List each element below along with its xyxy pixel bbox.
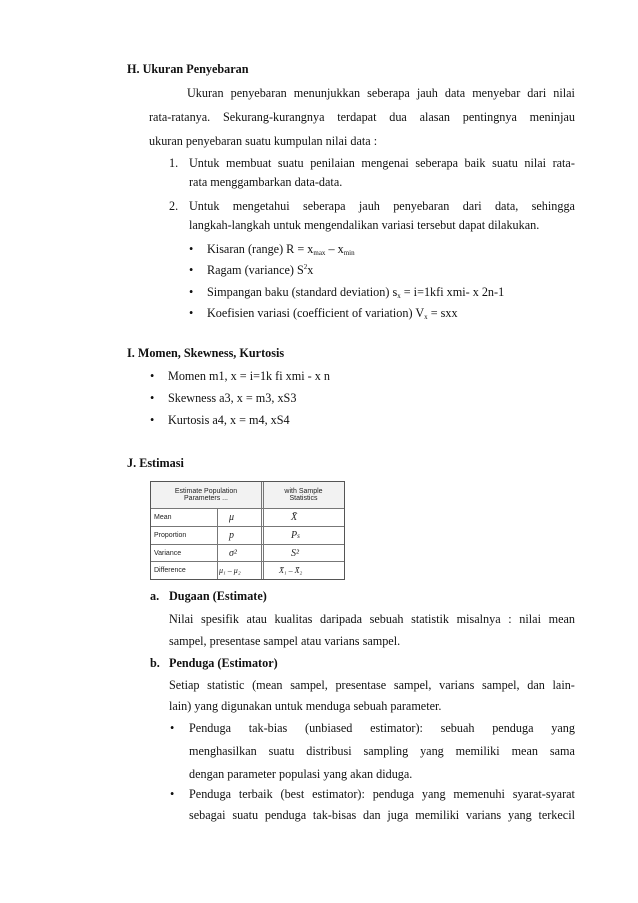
cv-sub: x — [424, 313, 428, 321]
word: memiliki — [415, 808, 460, 822]
table-header-row — [151, 482, 344, 509]
word: memiliki — [455, 744, 500, 758]
word: Penduga — [189, 721, 231, 735]
word: estimator): — [312, 787, 365, 801]
item-2-number: 2. — [169, 199, 179, 213]
word: Setiap — [169, 678, 200, 692]
word: daripada — [320, 612, 362, 626]
bb1-line1 — [189, 721, 575, 736]
item-1-line1 — [189, 156, 575, 171]
word: penduga — [492, 721, 534, 735]
section-j-heading: J. Estimasi — [127, 456, 184, 470]
range-mid: – x — [325, 242, 344, 256]
word: nilai — [553, 86, 575, 100]
row-param: σ² — [229, 547, 237, 559]
bb1-line2 — [189, 744, 575, 759]
word: (unbiased — [305, 721, 353, 735]
word: spesifik — [201, 612, 239, 626]
word: suatu — [492, 156, 518, 170]
header-param-line1: Estimate Population — [174, 488, 238, 495]
row-param: μ₁ – μ₂ — [219, 565, 241, 575]
word: alasan — [419, 110, 451, 124]
word: menghasilkan — [189, 744, 257, 758]
word: dari — [527, 86, 547, 100]
table-divider — [217, 509, 218, 579]
word: Sekurang-kurangnya — [222, 110, 325, 124]
bullet-variance — [207, 263, 313, 278]
bullet: • — [150, 369, 155, 383]
word: pentingnya — [462, 110, 517, 124]
word: varians — [439, 678, 475, 692]
word: sampel, — [482, 678, 520, 692]
stddev-sub: x — [397, 292, 401, 300]
word: memenuhi — [453, 787, 505, 801]
section-i-heading: I. Momen, Skewness, Kurtosis — [127, 346, 285, 360]
bullet: • — [170, 787, 175, 801]
variance-sup: 2 — [303, 263, 308, 271]
header-param-line2: Parameters ... — [184, 495, 228, 502]
table-row — [151, 545, 344, 562]
row-label: Variance — [154, 549, 182, 557]
word: Untuk — [189, 156, 220, 170]
word: seberapa — [302, 199, 346, 213]
word: mean — [511, 744, 538, 758]
word: penduga — [264, 808, 307, 822]
bb1-line3: dengan parameter populasi yang akan diduga. — [189, 767, 413, 781]
bullet: • — [189, 306, 194, 320]
bb2-line1 — [189, 787, 575, 802]
row-param: p — [229, 530, 234, 541]
word: yang — [420, 744, 444, 758]
word: mengenai — [361, 156, 409, 170]
item-2-line1 — [189, 199, 575, 214]
word: yang — [421, 787, 446, 801]
word: Untuk — [189, 199, 220, 213]
word: Ukuran — [187, 86, 224, 100]
word: meninjau — [529, 110, 575, 124]
bullet-range — [207, 242, 355, 257]
word: dari — [462, 199, 482, 213]
word: penyebaran — [393, 199, 450, 213]
word: nilai — [524, 156, 547, 170]
variance-text: Ragam (variance) S — [207, 263, 304, 277]
word: atau — [246, 612, 267, 626]
item-1-number: 1. — [169, 156, 179, 170]
word: menunjukkan — [293, 86, 361, 100]
word: yang — [551, 721, 575, 735]
word: membuat — [226, 156, 272, 170]
word: sehingga — [531, 199, 575, 213]
word: terdapat — [337, 110, 377, 124]
header-stat-line2: Statistics — [289, 495, 318, 502]
word: presentase — [335, 678, 387, 692]
bullet: • — [150, 413, 155, 427]
word: sampling — [363, 744, 409, 758]
word: penyebaran — [230, 86, 287, 100]
header-stat-line1: with Sample — [284, 488, 323, 495]
item-b-line1 — [169, 678, 575, 693]
bullet: • — [150, 391, 155, 405]
word: menyebar — [472, 86, 521, 100]
bullet: • — [189, 242, 194, 256]
word: distribusi — [306, 744, 352, 758]
item-b-label: b. — [150, 656, 160, 670]
word: varians — [465, 808, 502, 822]
word: seberapa — [415, 156, 458, 170]
word: Penduga — [189, 787, 231, 801]
word: sampel, — [393, 678, 432, 692]
row-label: Proportion — [154, 532, 187, 539]
cv-text: Koefisien variasi (coefficient of variation) V — [207, 306, 425, 320]
word: suatu — [268, 744, 295, 758]
table-header-stat — [263, 482, 344, 508]
word: lain- — [552, 678, 575, 692]
table-row — [151, 562, 344, 578]
word: (best — [280, 787, 305, 801]
bullet: • — [189, 285, 194, 299]
para-h-line2 — [149, 110, 575, 125]
word: jauh — [358, 199, 380, 213]
stddev-end: = i=1kfi xmi- x 2n-1 — [400, 285, 505, 299]
stat-p: P — [291, 530, 298, 541]
row-label: Difference — [154, 566, 186, 574]
word: dan — [527, 678, 545, 692]
word: baik — [464, 156, 486, 170]
word: (mean — [252, 678, 283, 692]
variance-end: x — [307, 263, 314, 277]
range-text: Kisaran (range) R = x — [207, 242, 314, 256]
kurtosis-item: Kurtosis a4, x = m4, xS4 — [168, 413, 290, 427]
word: suatu — [232, 808, 259, 822]
row-stat: X̄₁ – X̄₂ — [279, 565, 303, 575]
bullet-stddev — [207, 285, 504, 300]
word: statistik — [411, 612, 450, 626]
word: mengetahui — [232, 199, 290, 213]
bullet: • — [170, 721, 175, 735]
word: syarat-syarat — [512, 787, 575, 801]
range-sub-max: max — [313, 249, 326, 257]
word: data, — [494, 199, 519, 213]
word: sebagai — [189, 808, 226, 822]
row-stat: X̄ — [291, 512, 298, 523]
item-a-title: Dugaan (Estimate) — [169, 589, 267, 603]
item-b-line2: lain) yang digunakan untuk menduga sebuah parameter. — [169, 699, 442, 713]
item-a-label: a. — [150, 589, 160, 603]
word: penilaian — [310, 156, 355, 170]
bullet-cv — [207, 306, 458, 321]
row-stat: S² — [291, 547, 299, 559]
bb2-line2 — [189, 808, 575, 823]
stddev-text: Simpangan baku (standard deviation) s — [207, 285, 398, 299]
cv-end: = sxx — [427, 306, 458, 320]
word: sebuah — [440, 721, 475, 735]
row-param: μ — [229, 512, 235, 523]
word: Nilai — [169, 612, 194, 626]
item-a-line1 — [169, 612, 575, 627]
word: rata- — [552, 156, 575, 170]
table-divider — [261, 482, 262, 579]
para-h-line1 — [187, 86, 575, 101]
table-row — [151, 527, 344, 545]
skewness-item: Skewness a3, x = m3, xS3 — [168, 391, 297, 405]
range-sub-min: min — [343, 249, 355, 257]
word: data — [444, 86, 466, 100]
estimation-table — [150, 481, 345, 580]
word: estimator): — [370, 721, 423, 735]
word: misalnya — [456, 612, 501, 626]
word: seberapa — [367, 86, 410, 100]
word: tak-bisas — [312, 808, 357, 822]
word: rata-ratanya. — [149, 110, 211, 124]
table-divider — [263, 482, 264, 579]
item-1-line2: rata menggambarkan data-data. — [189, 175, 343, 189]
row-stat — [291, 527, 300, 544]
word: tak-bias — [248, 721, 288, 735]
word: kualitas — [274, 612, 313, 626]
word: dan — [363, 808, 381, 822]
row-label: Mean — [154, 514, 172, 521]
word: : — [508, 612, 512, 626]
table-row — [151, 509, 344, 527]
item-a-line2: sampel, presentase sampel atau varians sampel. — [169, 634, 401, 648]
word: sebuah — [369, 612, 404, 626]
word: sampel, — [290, 678, 328, 692]
word: suatu — [277, 156, 304, 170]
moment-item: Momen m1, x = i=1k fi xmi - x n — [168, 369, 331, 383]
word: terkecil — [538, 808, 575, 822]
word: yang — [507, 808, 532, 822]
word: jauh — [416, 86, 438, 100]
word: penduga — [372, 787, 414, 801]
item-2-line2: langkah-langkah untuk mengendalikan variasi tersebut dapat dilakukan. — [189, 218, 540, 232]
item-b-title: Penduga (Estimator) — [169, 656, 278, 670]
word: terbaik — [238, 787, 273, 801]
section-h-heading: H. Ukuran Penyebaran — [127, 62, 249, 76]
word: nilai — [519, 612, 541, 626]
word: juga — [387, 808, 409, 822]
table-header-param — [151, 482, 261, 508]
bullet: • — [189, 263, 194, 277]
word: sama — [549, 744, 575, 758]
word: statistic — [207, 678, 245, 692]
stat-p-sub: s — [297, 531, 300, 540]
word: dua — [389, 110, 407, 124]
para-h-line3: ukuran penyebaran suatu kumpulan nilai data : — [149, 134, 378, 148]
word: mean — [548, 612, 575, 626]
